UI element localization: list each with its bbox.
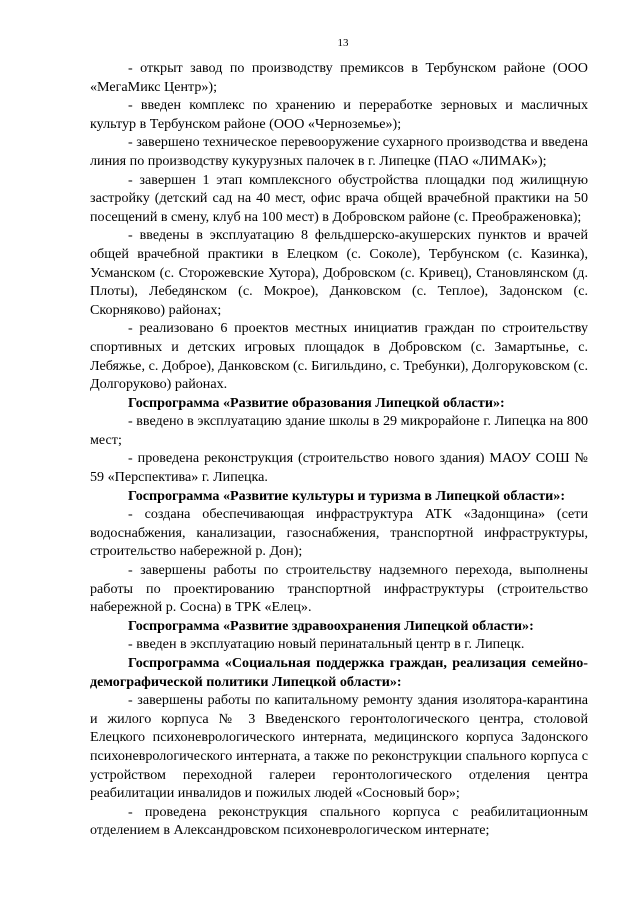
list-item: - реализовано 6 проектов местных инициатив граждан по строительству спортивных и детских игровых площадок в Добровском (с. Замартынье, с. Лебяжье, с. Доброе), Данковском (с. Бигильдино, с. Требунки), Долгоруковском (с. Долгоруково) районах. xyxy=(90,320,588,393)
list-item: - завершены работы по капитальному ремонту здания изолятора-карантина и жилого корпуса № 3 Введенского геронтологического центра, столовой Елецкого психоневрологического интерната, медицинского корпуса Задонского психоневрологического интерната, а также по реконструкции спального корпуса с устройством переходной галереи геронтологического отделения центра реабилитации инвалидов и пожилых людей «Сосновый бор»; xyxy=(90,692,588,802)
section-heading: Госпрограмма «Развитие образования Липецкой области»: xyxy=(128,394,505,411)
list-item: - создана обеспечивающая инфраструктура АТК «Задонщина» (сети водоснабжения, канализации, газоснабжения, транспортной инфраструктуры, строительство набережной р. Дон); xyxy=(90,506,588,560)
section-heading: Госпрограмма «Развитие здравоохранения Липецкой области»: xyxy=(128,617,534,634)
section-heading: Госпрограмма «Социальная поддержка граждан, реализация семейно-демографической политики Липецкой области»: xyxy=(90,655,588,690)
list-item: - открыт завод по производству премиксов в Тербунском районе (ООО «МегаМикс Центр»); xyxy=(90,60,588,95)
list-item: - проведена реконструкция (строительство нового здания) МАОУ СОШ № 59 «Перспектива» г. Липецка. xyxy=(90,450,588,486)
section-heading: Госпрограмма «Развитие культуры и туризма в Липецкой области»: xyxy=(128,487,566,504)
list-item: - завершен 1 этап комплексного обустройства площадки под жилищную застройку (детский сад на 40 мест, офис врача общей врачебной практики на 50 посещений в смену, клуб на 100 мест) в Добровском районе (с. Преображеновка); xyxy=(90,171,588,225)
list-item: - проведена реконструкция спального корпуса с реабилитационным отделением в Александровском психоневрологическом интернате; xyxy=(90,803,588,839)
list-item: - введен в эксплуатацию новый перинатальный центр в г. Липецк. xyxy=(128,636,525,653)
page-number: 13 xyxy=(337,37,349,49)
list-item: - введен комплекс по хранению и переработке зерновых и масличных культур в Тербунском районе (ООО «Черноземье»); xyxy=(90,97,588,132)
list-item: - завершено техническое перевооружение сухарного производства и введена линия по производству кукурузных палочек в г. Липецке (ПАО «ЛИМАК»); xyxy=(90,134,588,169)
list-item: - введены в эксплуатацию 8 фельдшерско-акушерских пунктов и врачей общей врачебной практики в Елецком (с. Соколе), Тербунском (с. Казинка), Усманском (с. Сторожевские Хутора), Добровском (с. Кривец), Становлянском (д. Плоты), Лебедянском (с. Мокрое), Данковском (с. Теплое), Задонском (с. Скорняково) районах; xyxy=(90,227,588,318)
list-item: - завершены работы по строительству надземного перехода, выполнены работы по проектированию транспортной инфраструктуры (строительство набережной р. Сосна) в ТРК «Елец». xyxy=(90,562,588,616)
list-item: - введено в эксплуатацию здание школы в 29 микрорайоне г. Липецка на 800 мест; xyxy=(90,413,588,448)
